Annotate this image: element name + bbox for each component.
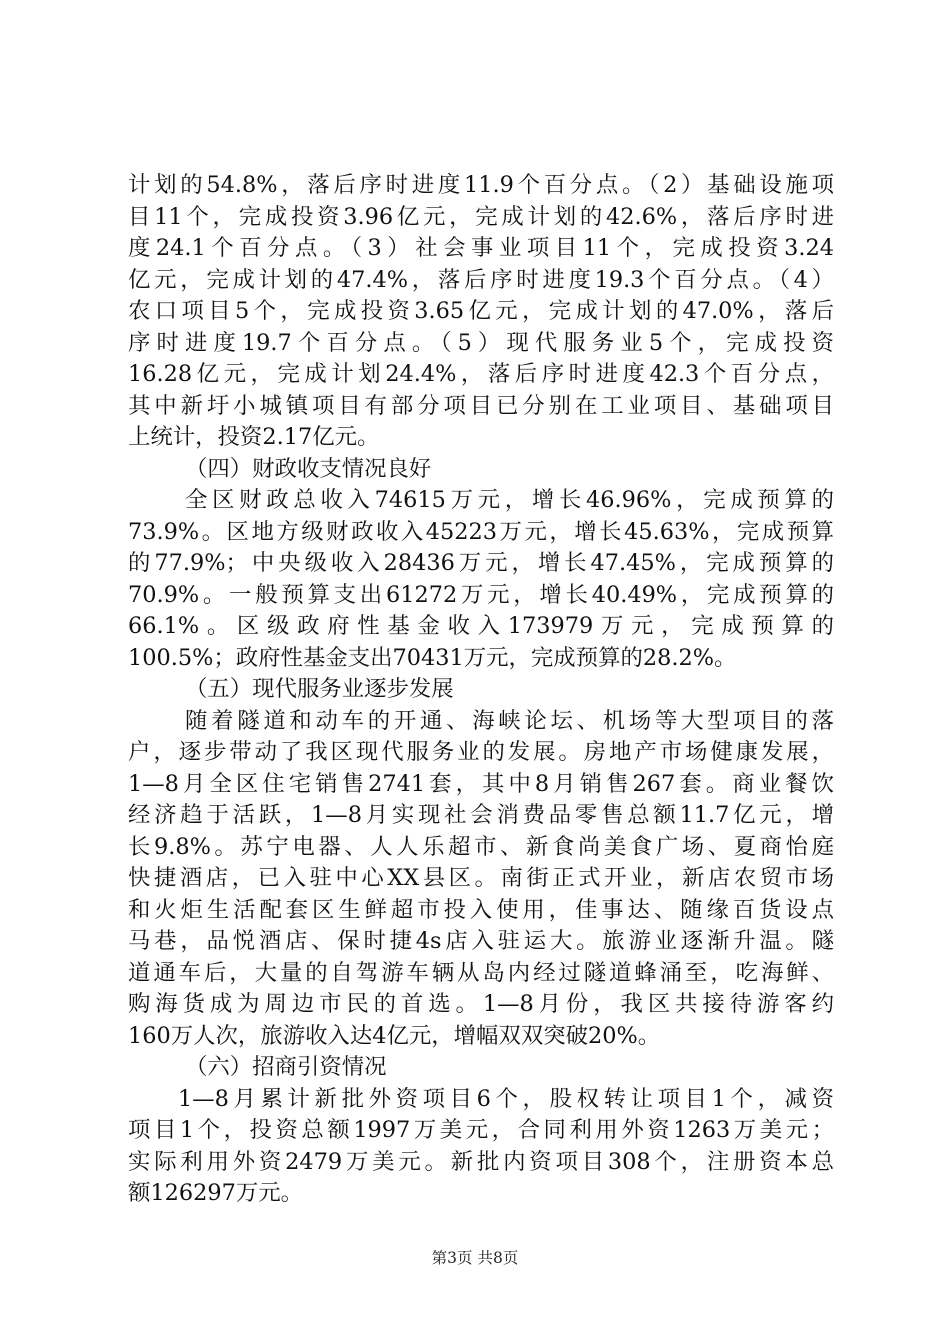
text-line: 随着隧道和动车的开通、海峡论坛、机场等大型项目的落	[185, 707, 834, 734]
text-line: 16.28亿元，完成计划24.4%，落后序时进度42.3个百分点，	[128, 361, 834, 387]
text-line: 66.1%。区级政府性基金收入173979万元，完成预算的	[128, 613, 834, 639]
text-line: 全区财政总收入74615万元，增长46.96%，完成预算的	[185, 487, 834, 513]
text-line: 序时进度19.7个百分点。（5）现代服务业5个，完成投资	[128, 329, 834, 356]
text-line: 70.9%。一般预算支出61272万元，增长40.49%，完成预算的	[128, 581, 834, 608]
text-line: 经济趋于活跃，1—8月实现社会消费品零售总额11.7亿元，增	[128, 802, 834, 828]
text-line: 户，逐步带动了我区现代服务业的发展。房地产市场健康发展，	[128, 739, 834, 765]
text-line: 160万人次，旅游收入达4亿元，增幅双双突破20%。	[128, 1022, 661, 1049]
text-line: 目11个，完成投资3.96亿元，完成计划的42.6%，落后序时进	[128, 203, 834, 230]
text-line: 的77.9%；中央级收入28436万元，增长47.45%，完成预算的	[128, 550, 834, 576]
section-heading: （六）招商引资情况	[185, 1054, 387, 1080]
text-line: 上统计，投资2.17亿元。	[128, 424, 380, 450]
text-line: 农口项目5个，完成投资3.65亿元，完成计划的47.0%，落后	[128, 298, 834, 324]
text-line: 其中新圩小城镇项目有部分项目已分别在工业项目、基础项目	[128, 392, 834, 419]
text-line: 计划的54.8%，落后序时进度11.9个百分点。（2）基础设施项	[128, 172, 834, 198]
text-line: 实际利用外资2479万美元。新批内资项目308个，注册资本总	[128, 1148, 834, 1175]
body-text	[128, 170, 834, 1210]
text-line: 额126297万元。	[128, 1180, 304, 1206]
text-line: 73.9%。区地方级财政收入45223万元，增长45.63%，完成预算	[128, 518, 834, 545]
text-line: 亿元，完成计划的47.4%，落后序时进度19.3个百分点。（4）	[128, 266, 834, 293]
text-line: 100.5%；政府性基金支出70431万元，完成预算的28.2%。	[128, 644, 737, 671]
text-line: 快捷酒店，已入驻中心XX县区。南街正式开业，新店农贸市场	[128, 865, 834, 891]
text-line: 和火炬生活配套区生鲜超市投入使用，佳事达、随缘百货设点	[128, 896, 834, 923]
text-line: 长9.8%。苏宁电器、人人乐超市、新食尚美食广场、夏商怡庭	[128, 833, 834, 860]
text-line: 道通车后，大量的自驾游车辆从岛内经过隧道蜂涌至，吃海鲜、	[128, 959, 834, 986]
text-line: 1—8月全区住宅销售2741套，其中8月销售267套。商业餐饮	[128, 770, 834, 797]
text-line: 马巷，品悦酒店、保时捷4s店入驻运大。旅游业逐渐升温。隧	[128, 928, 834, 954]
section-heading: （五）现代服务业逐步发展	[185, 676, 454, 702]
page-number-footer: 第3页 共8页	[431, 1249, 519, 1267]
text-line: 购海货成为周边市民的首选。1—8月份，我区共接待游客约	[128, 991, 834, 1017]
text-line: 项目1个，投资总额1997万美元，合同利用外资1263万美元；	[128, 1117, 834, 1143]
section-heading: （四）财政收支情况良好	[185, 455, 432, 482]
text-line: 1—8月累计新批外资项目6个，股权转让项目1个，减资	[178, 1085, 834, 1112]
text-line: 度24.1个百分点。（3）社会事业项目11个，完成投资3.24	[128, 235, 834, 261]
